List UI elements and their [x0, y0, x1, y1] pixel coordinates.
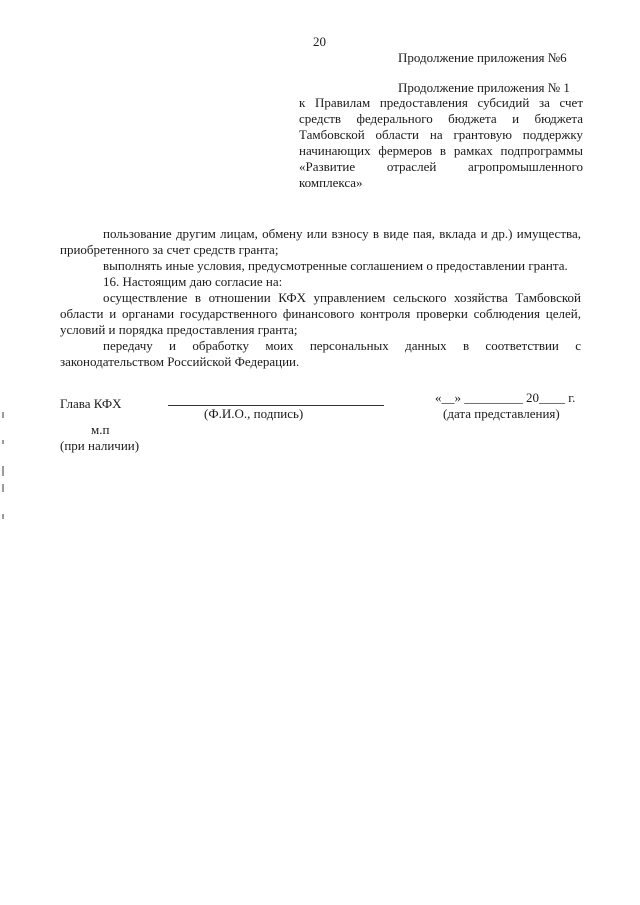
- body-line: приобретенного за счет средств гранта;: [60, 242, 279, 257]
- name-signature-caption: (Ф.И.О., подпись): [204, 406, 304, 421]
- body-line: передачу и обработку моих персональных данных в соответствии с: [103, 338, 581, 353]
- stamp-label: м.п: [91, 422, 110, 437]
- scan-mark: [2, 466, 4, 476]
- body-line: области и органами государственного финансового контроля проверки соблюдения целей,: [60, 306, 581, 321]
- body-line: пользование другим лицам, обмену или взносу в виде пая, вклада и др.) имущества,: [103, 226, 581, 241]
- scan-mark: [2, 514, 4, 519]
- annex-reference-line: к Правилам предоставления субсидий за счет: [299, 95, 583, 110]
- stamp-note: (при наличии): [60, 438, 140, 453]
- scan-mark: [2, 484, 4, 492]
- body-line: осуществление в отношении КФХ управлением сельского хозяйства Тамбовской: [103, 290, 581, 305]
- annex-reference-line: начинающих фермеров в рамках подпрограммы: [299, 143, 583, 158]
- annex-reference-line: средств федерального бюджета и бюджета: [299, 111, 583, 126]
- page-number: 20: [313, 34, 326, 49]
- scan-mark: [2, 440, 4, 444]
- date-field: «__» _________ 20____ г.: [435, 390, 576, 405]
- body-line: условий и порядка предоставления гранта;: [60, 322, 298, 337]
- body-line: выполнять иные условия, предусмотренные соглашением о предоставлении гранта.: [103, 258, 568, 273]
- continuation-annex-6: Продолжение приложения №6: [398, 50, 567, 65]
- body-line: 16. Настоящим даю согласие на:: [103, 274, 283, 289]
- annex-reference-line: «Развитие отраслей агропромышленного: [299, 159, 583, 174]
- date-caption: (дата представления): [443, 406, 560, 421]
- continuation-annex-1: Продолжение приложения № 1: [398, 80, 570, 95]
- scan-mark: [2, 412, 4, 418]
- head-label: Глава КФХ: [60, 396, 122, 411]
- annex-reference-line: Тамбовской области на грантовую поддержку: [299, 127, 583, 142]
- annex-reference-line: комплекса»: [299, 175, 363, 190]
- body-line: законодательством Российской Федерации.: [60, 354, 300, 369]
